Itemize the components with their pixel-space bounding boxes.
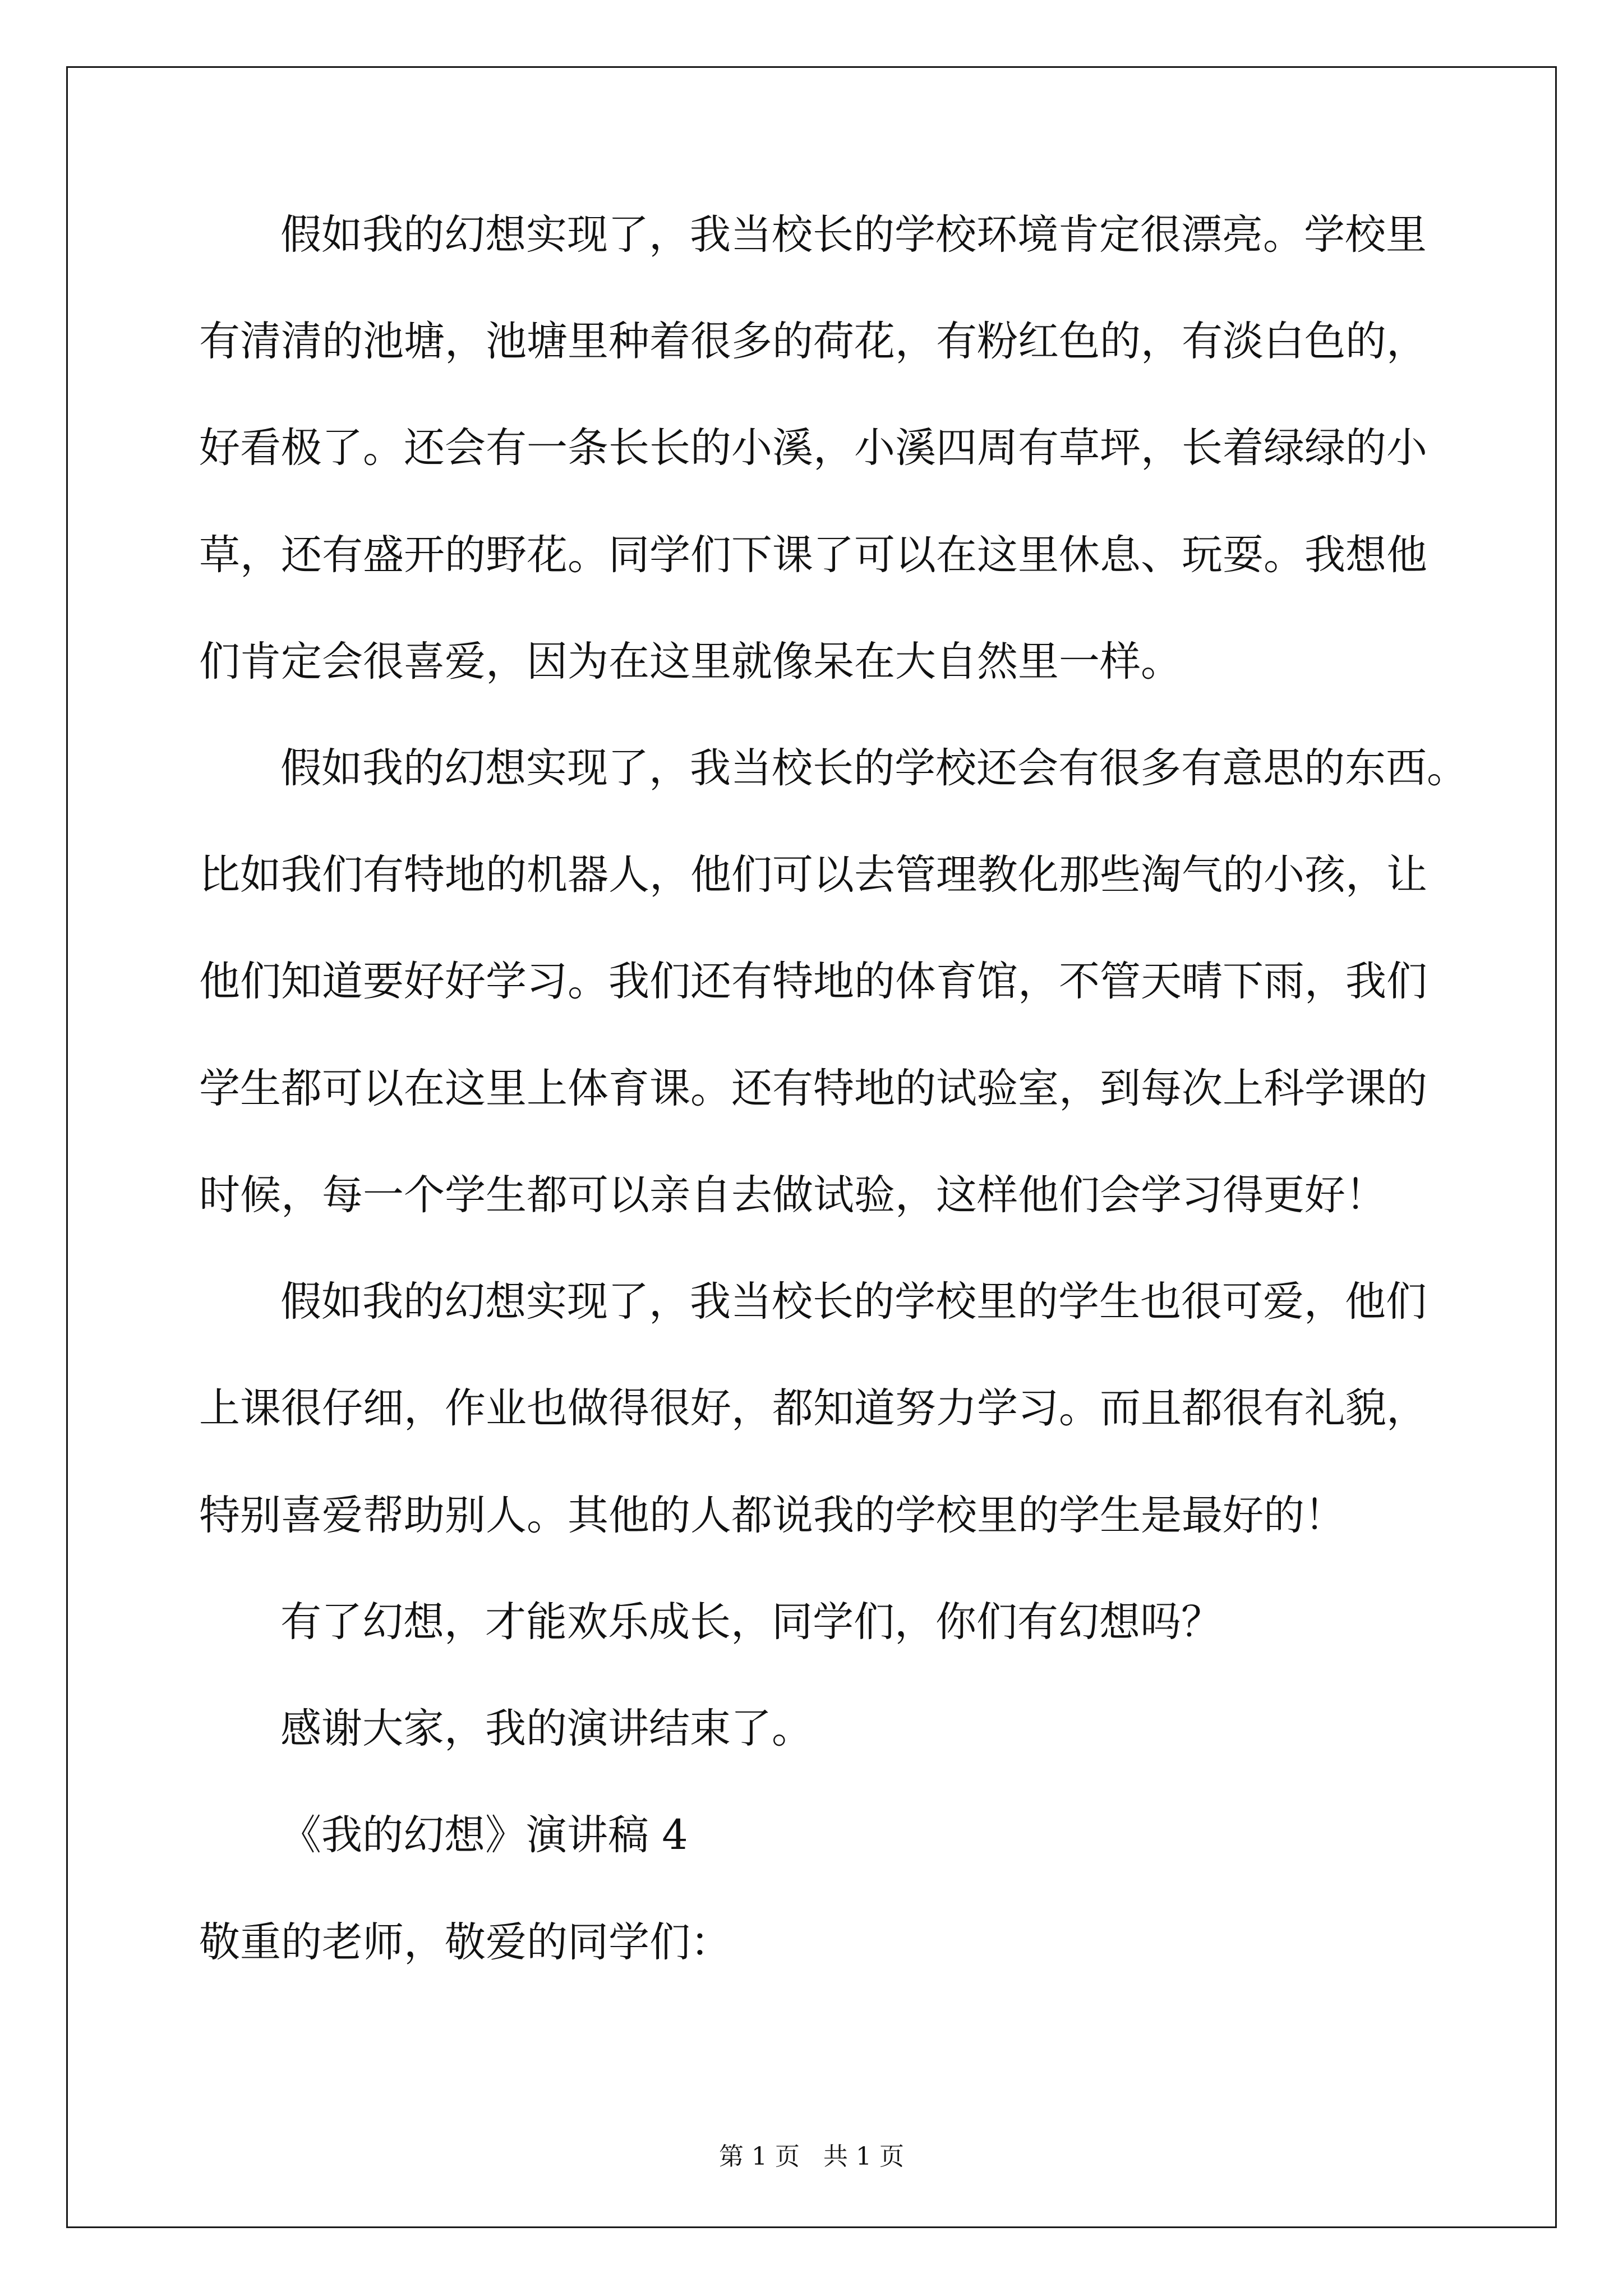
paragraph-3-line-1: 假如我的幻想实现了，我当校长的学校里的学生也很可爱，他们 [280, 1278, 1427, 1326]
page-border [66, 66, 1557, 2228]
paragraph-1-line-1: 假如我的幻想实现了，我当校长的学校环境肯定很漂亮。学校里 [280, 211, 1427, 259]
section-title: 《我的幻想》演讲稿 4 [280, 1811, 688, 1859]
paragraph-2-line-3: 他们知道要好好学习。我们还有特地的体育馆，不管天晴下雨，我们 [199, 958, 1427, 1005]
paragraph-2-line-2: 比如我们有特地的机器人，他们可以去管理教化那些淘气的小孩，让 [199, 851, 1427, 899]
paragraph-1-line-2: 有清清的池塘，池塘里种着很多的荷花，有粉红色的，有淡白色的， [199, 318, 1427, 365]
page-number-footer: 第 1 页 共 1 页 [719, 2142, 904, 2171]
salutation: 敬重的老师，敬爱的同学们： [199, 1918, 731, 1966]
paragraph-2-line-5: 时候，每一个学生都可以亲自去做试验，这样他们会学习得更好！ [199, 1171, 1386, 1219]
paragraph-2-line-1: 假如我的幻想实现了，我当校长的学校还会有很多有意思的东西。 [280, 744, 1468, 792]
paragraph-5-line-1: 感谢大家，我的演讲结束了。 [280, 1705, 813, 1752]
paragraph-3-line-2: 上课很仔细，作业也做得很好，都知道努力学习。而且都很有礼貌， [199, 1384, 1427, 1432]
paragraph-1-line-3: 好看极了。还会有一条长长的小溪，小溪四周有草坪，长着绿绿的小 [199, 424, 1427, 472]
paragraph-1-line-5: 们肯定会很喜爱，因为在这里就像呆在大自然里一样。 [199, 638, 1182, 685]
paragraph-2-line-4: 学生都可以在这里上体育课。还有特地的试验室，到每次上科学课的 [199, 1065, 1427, 1112]
paragraph-4-line-1: 有了幻想，才能欢乐成长，同学们，你们有幻想吗？ [280, 1598, 1222, 1646]
paragraph-3-line-3: 特别喜爱帮助别人。其他的人都说我的学校里的学生是最好的！ [199, 1492, 1345, 1539]
paragraph-1-line-4: 草，还有盛开的野花。同学们下课了可以在这里休息、玩耍。我想他 [199, 531, 1427, 579]
